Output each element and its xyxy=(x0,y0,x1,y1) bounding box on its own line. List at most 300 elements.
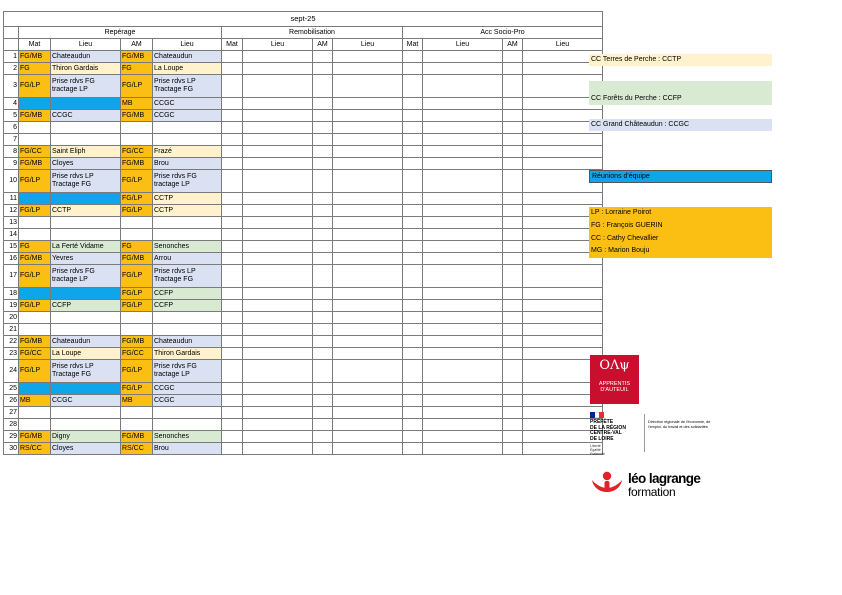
mat-cell: FG/MB xyxy=(19,336,51,348)
lieu-cell: Prise rdvs FG tractage LP xyxy=(51,265,121,288)
day-number-cell: 21 xyxy=(4,324,19,336)
empty-cell xyxy=(243,134,313,146)
lieu-cell: Chateaudun xyxy=(153,51,222,63)
empty-cell xyxy=(503,122,523,134)
empty-cell xyxy=(243,217,313,229)
empty-cell xyxy=(403,431,423,443)
empty-cell xyxy=(313,360,333,383)
leo-lagrange-formation: formation xyxy=(628,485,676,499)
lieu-cell: Prise rdvs LP Tractage FG xyxy=(153,75,222,98)
empty-cell xyxy=(243,63,313,75)
empty-cell xyxy=(222,63,243,75)
empty-cell xyxy=(423,265,503,288)
empty-cell xyxy=(313,395,333,407)
table-row xyxy=(4,158,603,170)
mat-cell xyxy=(19,288,51,300)
empty-cell xyxy=(313,229,333,241)
empty-cell xyxy=(423,229,503,241)
empty-cell xyxy=(423,431,503,443)
empty-cell xyxy=(423,407,503,419)
day-number-cell: 24 xyxy=(4,360,19,383)
day-number-cell: 27 xyxy=(4,407,19,419)
day-number-cell: 7 xyxy=(4,134,19,146)
table-row xyxy=(4,229,603,241)
table-row xyxy=(4,265,603,288)
am-cell xyxy=(121,324,153,336)
lieu-cell: Chateaudun xyxy=(153,336,222,348)
empty-cell xyxy=(503,146,523,158)
empty-cell xyxy=(423,383,503,395)
prefecture-line: DE LA RÉGION xyxy=(590,424,626,431)
empty-cell xyxy=(333,312,403,324)
empty-cell xyxy=(243,146,313,158)
table-row xyxy=(4,300,603,312)
table-row xyxy=(4,419,603,431)
lieu-cell xyxy=(51,312,121,324)
empty-cell xyxy=(222,324,243,336)
empty-cell xyxy=(313,63,333,75)
empty-cell xyxy=(403,193,423,205)
empty-cell xyxy=(243,395,313,407)
mat-cell xyxy=(19,383,51,395)
am-cell xyxy=(121,217,153,229)
am-cell: MB xyxy=(121,98,153,110)
lieu-cell: Prise rdvs LP Tractage FG xyxy=(51,170,121,193)
table-row xyxy=(4,122,603,134)
day-number-cell: 30 xyxy=(4,443,19,455)
empty-cell xyxy=(222,98,243,110)
lieu-cell: Cloyes xyxy=(51,443,121,455)
day-number-cell: 6 xyxy=(4,122,19,134)
legend-person: CC : Cathy Chevallier xyxy=(591,234,659,242)
empty-cell xyxy=(523,193,603,205)
empty-cell xyxy=(243,431,313,443)
empty-cell xyxy=(333,158,403,170)
col-am: AM xyxy=(313,39,333,51)
lieu-cell: Cloyes xyxy=(51,158,121,170)
mat-cell xyxy=(19,407,51,419)
empty-cell xyxy=(333,134,403,146)
empty-cell xyxy=(222,217,243,229)
empty-cell xyxy=(243,158,313,170)
day-number-cell: 16 xyxy=(4,253,19,265)
empty-cell xyxy=(313,265,333,288)
day-number-cell: 18 xyxy=(4,288,19,300)
table-row xyxy=(4,63,603,75)
lieu-cell: CCFP xyxy=(153,300,222,312)
empty-cell xyxy=(503,205,523,217)
empty-cell xyxy=(503,110,523,122)
empty-cell xyxy=(523,265,603,288)
mat-cell xyxy=(19,229,51,241)
mat-cell xyxy=(19,324,51,336)
empty-cell xyxy=(403,265,423,288)
am-cell: FG/MB xyxy=(121,51,153,63)
mat-cell xyxy=(19,312,51,324)
legend-person: LP : Lorraine Poirot xyxy=(591,209,652,216)
empty-cell xyxy=(313,288,333,300)
empty-cell xyxy=(333,336,403,348)
empty-cell xyxy=(313,324,333,336)
lieu-cell: Senonches xyxy=(153,241,222,253)
empty-cell xyxy=(403,75,423,98)
empty-cell xyxy=(313,312,333,324)
empty-cell xyxy=(403,253,423,265)
empty-cell xyxy=(423,324,503,336)
empty-cell xyxy=(222,265,243,288)
empty-cell xyxy=(333,63,403,75)
empty-cell xyxy=(333,288,403,300)
empty-cell xyxy=(222,51,243,63)
empty-cell xyxy=(333,383,403,395)
empty-cell xyxy=(313,300,333,312)
table-row xyxy=(4,407,603,419)
empty-cell xyxy=(423,158,503,170)
lieu-cell: Brou xyxy=(153,443,222,455)
am-cell: FG/MB xyxy=(121,336,153,348)
empty-cell xyxy=(222,146,243,158)
empty-cell xyxy=(333,407,403,419)
empty-cell xyxy=(403,63,423,75)
empty-cell xyxy=(423,205,503,217)
am-cell: FG/LP xyxy=(121,205,153,217)
empty-cell xyxy=(222,134,243,146)
empty-cell xyxy=(503,395,523,407)
lieu-cell: Prise rdvs FG tractage LP xyxy=(153,170,222,193)
empty-cell xyxy=(423,217,503,229)
legend-person: FG : François GUERIN xyxy=(591,221,663,229)
lieu-cell: Prise rdvs FG tractage LP xyxy=(51,75,121,98)
prefecture-logo xyxy=(590,412,711,458)
month-header: sept-25 xyxy=(4,12,603,27)
lieu-cell: Thiron Gardais xyxy=(51,63,121,75)
lieu-cell xyxy=(153,134,222,146)
empty-cell xyxy=(503,229,523,241)
empty-cell xyxy=(523,158,603,170)
empty-cell xyxy=(523,146,603,158)
empty-cell xyxy=(313,134,333,146)
lieu-cell xyxy=(51,419,121,431)
legend-cctp: CC Terres de Perche : CCTP xyxy=(589,54,772,66)
am-cell: FG/CC xyxy=(121,348,153,360)
empty-cell xyxy=(222,348,243,360)
legend-ccgc: CC Grand Châteaudun : CCGC xyxy=(589,119,772,131)
am-cell: FG/LP xyxy=(121,360,153,383)
empty-cell xyxy=(333,146,403,158)
empty-cell xyxy=(403,336,423,348)
am-cell: FG/LP xyxy=(121,193,153,205)
lieu-cell xyxy=(153,419,222,431)
empty-cell xyxy=(313,217,333,229)
prefecture-line: PRÉFÈTE xyxy=(590,419,614,425)
table-row xyxy=(4,75,603,98)
legend-people xyxy=(589,207,772,258)
french-flag-icon xyxy=(590,412,604,418)
empty-cell xyxy=(503,265,523,288)
empty-cell xyxy=(503,300,523,312)
empty-cell xyxy=(403,98,423,110)
empty-cell xyxy=(313,383,333,395)
empty-cell xyxy=(243,253,313,265)
empty-cell xyxy=(222,395,243,407)
lieu-cell xyxy=(51,383,121,395)
lieu-cell: Saint Eliph xyxy=(51,146,121,158)
empty-cell xyxy=(333,360,403,383)
empty-cell xyxy=(222,170,243,193)
empty-cell xyxy=(313,122,333,134)
lieu-cell: Digny xyxy=(51,431,121,443)
mat-cell: FG/CC xyxy=(19,348,51,360)
day-number-cell: 3 xyxy=(4,75,19,98)
apprentis-auteuil-logo xyxy=(590,355,639,404)
empty-cell xyxy=(313,336,333,348)
mat-cell xyxy=(19,419,51,431)
lieu-cell xyxy=(153,217,222,229)
empty-cell xyxy=(403,395,423,407)
empty-cell xyxy=(222,431,243,443)
empty-cell xyxy=(313,253,333,265)
empty-cell xyxy=(243,419,313,431)
empty-cell xyxy=(503,431,523,443)
leo-lagrange-name: léo lagrange xyxy=(628,471,701,486)
empty-cell xyxy=(503,336,523,348)
empty-cell xyxy=(403,170,423,193)
empty-cell xyxy=(222,205,243,217)
day-number-cell: 1 xyxy=(4,51,19,63)
empty-cell xyxy=(222,360,243,383)
lieu-cell: CCFP xyxy=(51,300,121,312)
section-acc-socio-pro: Acc Socio-Pro xyxy=(403,27,603,39)
empty-cell xyxy=(423,51,503,63)
am-cell xyxy=(121,122,153,134)
empty-cell xyxy=(403,205,423,217)
day-number-cell: 17 xyxy=(4,265,19,288)
table-row xyxy=(4,288,603,300)
empty-cell xyxy=(423,300,503,312)
empty-cell xyxy=(222,443,243,455)
day-number-cell: 14 xyxy=(4,229,19,241)
empty-cell xyxy=(423,360,503,383)
mat-cell: FG xyxy=(19,63,51,75)
empty-cell xyxy=(333,431,403,443)
empty-cell xyxy=(333,348,403,360)
lieu-cell xyxy=(153,122,222,134)
empty-cell xyxy=(243,265,313,288)
empty-cell xyxy=(503,170,523,193)
lieu-cell: CCGC xyxy=(51,395,121,407)
empty-cell xyxy=(222,300,243,312)
lieu-cell xyxy=(51,134,121,146)
table-row xyxy=(4,324,603,336)
am-cell: FG xyxy=(121,241,153,253)
am-cell: MB xyxy=(121,395,153,407)
col-mat: Mat xyxy=(19,39,51,51)
empty-cell xyxy=(503,241,523,253)
table-row xyxy=(4,395,603,407)
lieu-cell xyxy=(153,324,222,336)
am-cell: FG/MB xyxy=(121,431,153,443)
col-am: AM xyxy=(503,39,523,51)
empty-cell xyxy=(313,443,333,455)
day-number-cell: 28 xyxy=(4,419,19,431)
mat-cell xyxy=(19,122,51,134)
lieu-cell: Frazé xyxy=(153,146,222,158)
legend-person: MG : Marion Bouju xyxy=(591,247,650,255)
empty-cell xyxy=(403,348,423,360)
empty-cell xyxy=(403,158,423,170)
empty-cell xyxy=(222,407,243,419)
table-row xyxy=(4,312,603,324)
empty-cell xyxy=(403,300,423,312)
empty-cell xyxy=(243,443,313,455)
empty-cell xyxy=(503,288,523,300)
col-lieu: Lieu xyxy=(523,39,603,51)
mat-cell: RS/CC xyxy=(19,443,51,455)
day-number-cell: 8 xyxy=(4,146,19,158)
lieu-cell: CCTP xyxy=(153,205,222,217)
am-cell: FG/LP xyxy=(121,75,153,98)
empty-cell xyxy=(523,312,603,324)
empty-cell xyxy=(313,158,333,170)
mat-cell: FG/LP xyxy=(19,360,51,383)
mat-cell: FG/LP xyxy=(19,170,51,193)
empty-cell xyxy=(243,407,313,419)
empty-cell xyxy=(313,170,333,193)
lieu-cell xyxy=(51,98,121,110)
empty-cell xyxy=(503,158,523,170)
schedule-body xyxy=(4,51,603,455)
col-am: AM xyxy=(121,39,153,51)
am-cell: FG/LP xyxy=(121,383,153,395)
mat-cell: FG/LP xyxy=(19,75,51,98)
am-cell xyxy=(121,419,153,431)
empty-cell xyxy=(423,288,503,300)
lieu-cell: La Ferté Vidame xyxy=(51,241,121,253)
empty-cell xyxy=(243,383,313,395)
empty-cell xyxy=(503,312,523,324)
empty-cell xyxy=(503,443,523,455)
empty-cell xyxy=(503,134,523,146)
table-row xyxy=(4,205,603,217)
mat-cell: FG/MB xyxy=(19,431,51,443)
empty-cell xyxy=(403,312,423,324)
empty-cell xyxy=(333,193,403,205)
am-cell: FG/CC xyxy=(121,146,153,158)
empty-cell xyxy=(403,419,423,431)
day-number-cell: 29 xyxy=(4,431,19,443)
empty-cell xyxy=(423,122,503,134)
empty-cell xyxy=(243,98,313,110)
lieu-cell: Arrou xyxy=(153,253,222,265)
lieu-cell xyxy=(51,288,121,300)
empty-cell xyxy=(243,205,313,217)
empty-cell xyxy=(423,146,503,158)
empty-cell xyxy=(313,419,333,431)
empty-cell xyxy=(313,146,333,158)
logo-divider xyxy=(644,414,645,452)
empty-cell xyxy=(243,75,313,98)
section-remobilisation: Remobilisation xyxy=(222,27,403,39)
empty-cell xyxy=(423,348,503,360)
lieu-cell: CCTP xyxy=(153,193,222,205)
table-row xyxy=(4,51,603,63)
day-number-cell: 4 xyxy=(4,98,19,110)
empty-cell xyxy=(222,241,243,253)
empty-cell xyxy=(523,288,603,300)
empty-cell xyxy=(523,324,603,336)
lieu-cell: Prise rdvs LP Tractage FG xyxy=(153,265,222,288)
empty-cell xyxy=(313,98,333,110)
empty-cell xyxy=(243,324,313,336)
prefecture-motto: Liberté Égalité Fraternité xyxy=(590,444,605,456)
lieu-cell: CCGC xyxy=(51,110,121,122)
empty-cell xyxy=(313,205,333,217)
empty-cell xyxy=(403,407,423,419)
apprentis-mark: OΛψ xyxy=(599,358,630,373)
lieu-cell xyxy=(51,407,121,419)
am-cell: FG/MB xyxy=(121,110,153,122)
day-number-cell: 25 xyxy=(4,383,19,395)
empty-cell xyxy=(333,241,403,253)
empty-cell xyxy=(313,193,333,205)
am-cell: FG/LP xyxy=(121,288,153,300)
empty-cell xyxy=(503,253,523,265)
table-row xyxy=(4,134,603,146)
empty-cell xyxy=(423,63,503,75)
empty-cell xyxy=(523,336,603,348)
empty-cell xyxy=(243,229,313,241)
mat-cell xyxy=(19,98,51,110)
col-lieu: Lieu xyxy=(333,39,403,51)
mat-cell: MB xyxy=(19,395,51,407)
empty-cell xyxy=(243,110,313,122)
empty-cell xyxy=(403,324,423,336)
empty-cell xyxy=(333,443,403,455)
empty-cell xyxy=(222,122,243,134)
empty-cell xyxy=(313,75,333,98)
lieu-cell: Chateaudun xyxy=(51,336,121,348)
day-number-cell: 13 xyxy=(4,217,19,229)
legend-ccfp: CC Forêts du Perche : CCFP xyxy=(589,81,772,105)
empty-cell xyxy=(403,217,423,229)
empty-cell xyxy=(222,193,243,205)
empty-cell xyxy=(333,170,403,193)
empty-cell xyxy=(423,336,503,348)
table-row xyxy=(4,253,603,265)
col-lieu: Lieu xyxy=(153,39,222,51)
col-lieu: Lieu xyxy=(423,39,503,51)
empty-cell xyxy=(222,419,243,431)
empty-cell xyxy=(423,419,503,431)
empty-cell xyxy=(503,193,523,205)
schedule-table xyxy=(3,11,603,455)
lieu-cell: Prise rdvs LP Tractage FG xyxy=(51,360,121,383)
empty-cell xyxy=(423,241,503,253)
lieu-cell: Senonches xyxy=(153,431,222,443)
empty-cell xyxy=(243,300,313,312)
lieu-cell: La Loupe xyxy=(51,348,121,360)
day-number-cell: 26 xyxy=(4,395,19,407)
lieu-cell xyxy=(153,229,222,241)
dreets-text: Direction régionale de l'économie, de l'emploi, du travail et des solidarités xyxy=(648,420,711,429)
empty-cell xyxy=(503,75,523,98)
table-row xyxy=(4,98,603,110)
day-number-cell: 19 xyxy=(4,300,19,312)
empty-cell xyxy=(222,312,243,324)
mat-cell: FG/LP xyxy=(19,265,51,288)
empty-cell xyxy=(333,265,403,288)
lieu-cell: CCTP xyxy=(51,205,121,217)
